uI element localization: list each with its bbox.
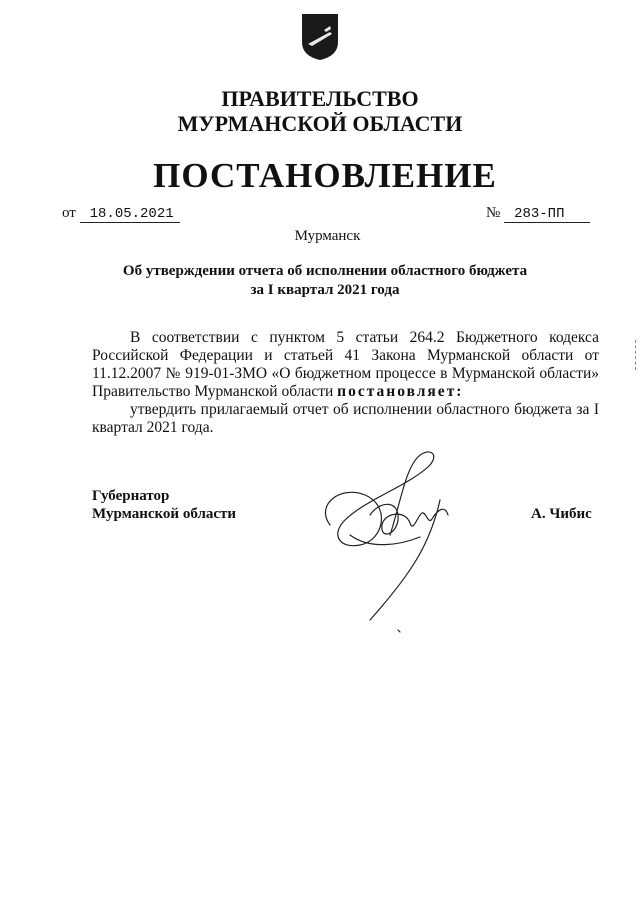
document-type-title: ПОСТАНОВЛЕНИЕ <box>153 156 497 195</box>
number-prefix: № <box>486 205 501 221</box>
signatory-name: А. Чибис <box>531 506 592 522</box>
decree-word: постановляет: <box>337 383 464 400</box>
body-paragraph-2: утвердить прилагаемый отчет об исполнении областного бюджета за I квартал 2021 года. <box>92 401 599 436</box>
body-paragraph-1 <box>92 329 599 401</box>
issuer-line-1: ПРАВИТЕЛЬСТВО <box>221 86 419 111</box>
subject-line-1: Об утверждении отчета об исполнении областного бюджета <box>122 263 528 279</box>
signatory-position-line-1: Губернатор <box>92 488 170 504</box>
date-line <box>62 205 180 223</box>
issuer-heading <box>0 86 640 136</box>
number-line <box>486 205 590 223</box>
date-prefix: от <box>62 205 76 221</box>
document-subject <box>90 262 560 300</box>
body-paragraph-1-text: В соответствии с пунктом 5 статьи 264.2 Бюджетного кодекса Российской Федерации и статьей 41 Закона Мурманской области от 11.12.2007 № 919-01-ЗМО «О бюджетном процессе в Мурманской области» Правительство Мурманской области <box>92 329 599 400</box>
city-name: Мурманск <box>294 228 361 244</box>
subject-line-2: за I квартал 2021 года <box>250 282 400 298</box>
document-date: 18.05.2021 <box>80 206 180 223</box>
issuer-line-2: МУРМАНСКОЙ ОБЛАСТИ <box>177 111 463 136</box>
handwritten-signature <box>310 445 480 645</box>
document-body <box>92 329 599 437</box>
signatory-position-line-2: Мурманской области <box>92 506 237 522</box>
coat-of-arms-emblem <box>300 12 340 62</box>
signatory-position <box>92 487 236 523</box>
document-number: 283-ПП <box>504 206 590 223</box>
scan-edge-mark <box>635 340 638 370</box>
